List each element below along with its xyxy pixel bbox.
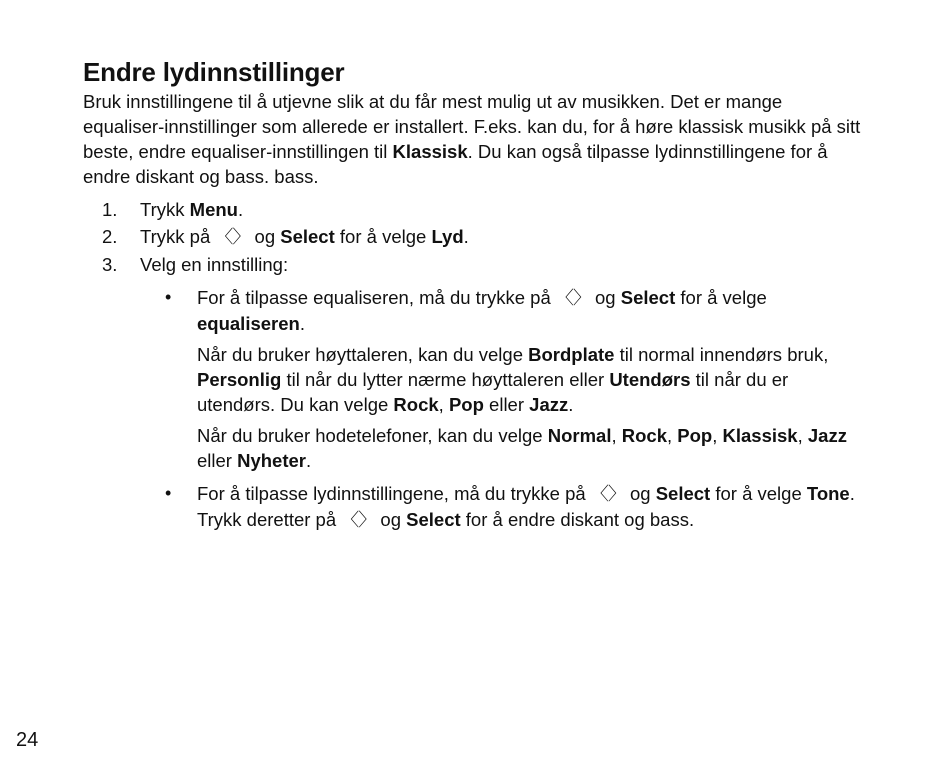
page-number: 24: [16, 729, 39, 751]
left-right-arrows-icon: 〈〉: [341, 510, 376, 531]
intro-paragraph: Bruk innstillingene til å utjevne slik at du får mest mulig ut av musikken. Det er mange equaliser-innstillinger som allerede er installert. F.eks. kan du, for å høre klassisk musikk på sitt beste, endre equaliser-innstillingen til Klassisk. Du kan også tilpasse lydinnstillingene for å endre diskant og bass. bass.: [83, 91, 861, 187]
option-equalizer-text: For å tilpasse equaliseren, må du trykke på 〈〉 og Select for å velge equaliseren.: [197, 287, 767, 334]
speaker-presets-text: Når du bruker høyttaleren, kan du velge Bordplate til normal innendørs bruk, Personlig til når du lytter nærme høyttaleren eller Utendørs til når du er utendørs. Du kan velge Rock, Pop eller Jazz.: [197, 344, 829, 415]
step-number: 1.: [102, 199, 118, 220]
step-item: 2. Trykk på 〈〉 og Select for å velge Lyd.: [102, 226, 469, 248]
options-list: [140, 285, 863, 533]
option-tone: [140, 481, 863, 533]
option-tone-text: For å tilpasse lydinnstillingene, må du trykke på 〈〉 og Select for å velge Tone. Trykk deretter på 〈〉 og Select for å endre diskant og bass.: [197, 483, 855, 531]
left-right-arrows-icon: 〈〉: [215, 227, 250, 248]
option-equalizer: [140, 285, 863, 473]
step-item: 3. Velg en innstilling: • For å tilpasse equaliseren, må du trykke på 〈〉 og Select for å velge equaliseren. Når du bruker høyttaleren, kan du velge Bordplate til normal innendørs bruk, Personlig til når du lytter nærme høyttaleren eller Utendørs til når du er utendørs. Du kan velge Rock, Pop eller Jazz. Når du bruker hodetelefoner, kan du velge Normal, Rock, Pop, Klassisk, Jazz eller Nyheter. • For å tilpasse lydinnstillingene, må du trykke på 〈〉 og Select for å velge Tone. Trykk deretter på 〈〉 og Select for å endre diskant og bass.: [83, 252, 863, 533]
step-number: 3.: [102, 254, 118, 275]
step-item: 1. Trykk Menu.: [102, 199, 244, 220]
left-right-arrows-icon: 〈〉: [590, 484, 625, 505]
bullet-icon: •: [165, 287, 172, 307]
step-number: 2.: [102, 226, 118, 247]
bullet-icon: •: [165, 483, 172, 503]
left-right-arrows-icon: 〈〉: [555, 288, 590, 309]
document-page: [83, 57, 863, 541]
steps-list: [83, 197, 863, 533]
bold-klassisk: Klassisk: [392, 141, 468, 162]
section-heading: Endre lydinnstillinger: [83, 57, 345, 87]
headphone-presets-text: Når du bruker hodetelefoner, kan du velge Normal, Rock, Pop, Klassisk, Jazz eller Nyheter.: [197, 425, 847, 471]
